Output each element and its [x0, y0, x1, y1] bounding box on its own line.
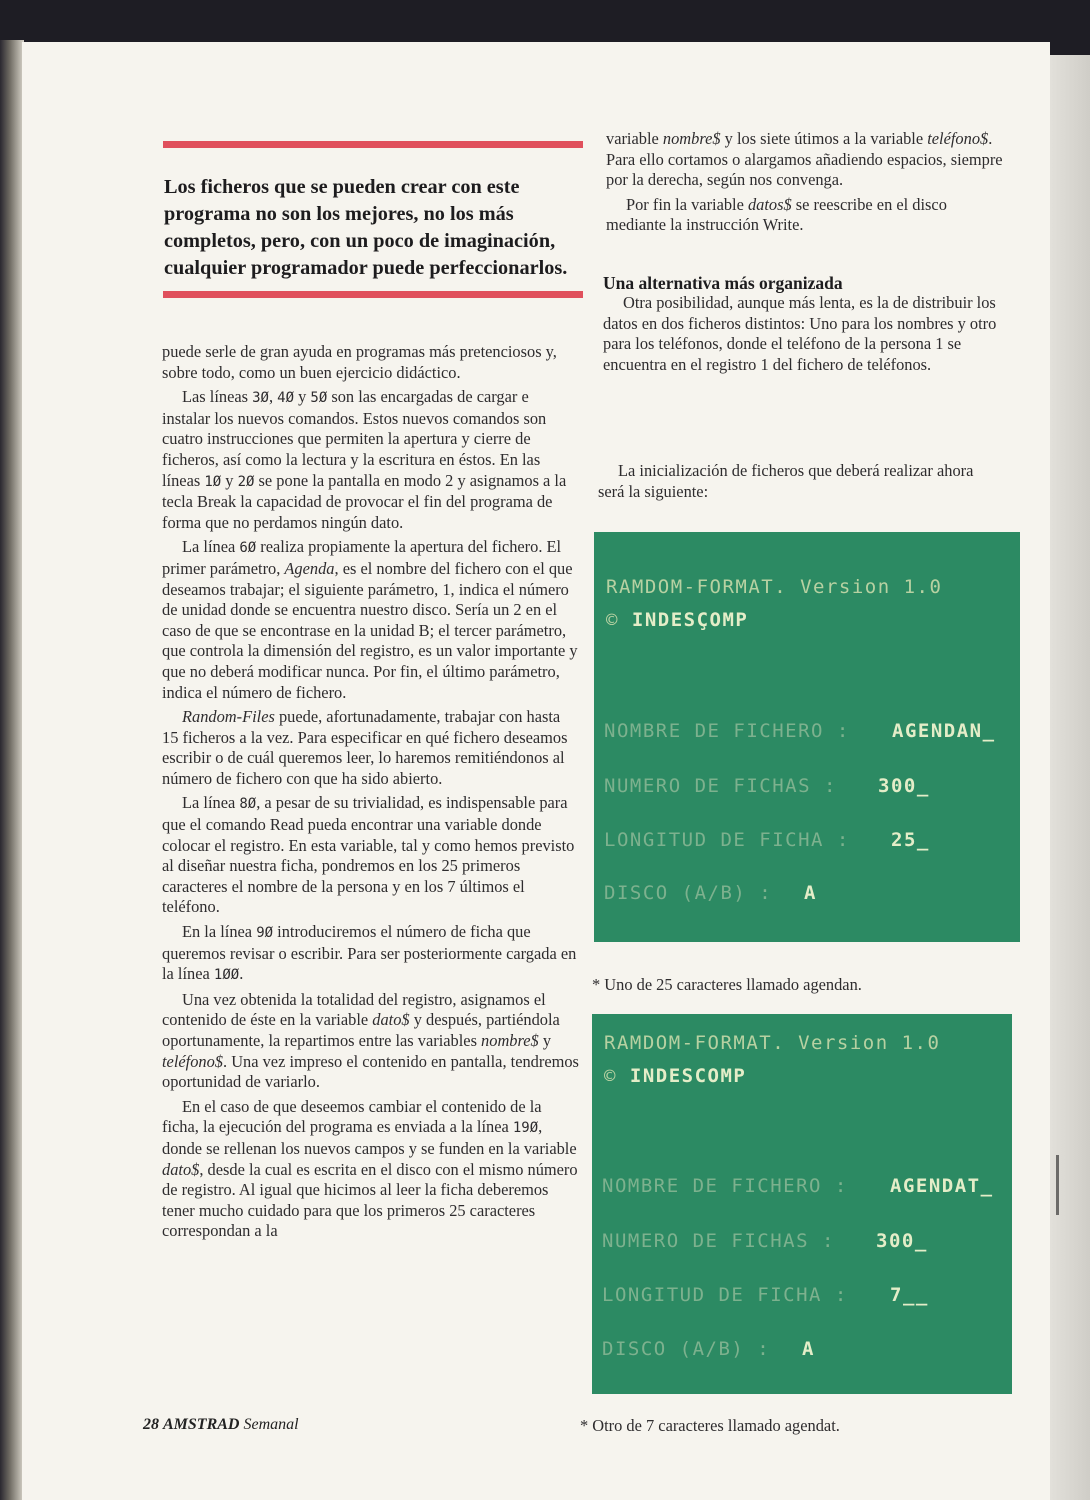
field-value: A — [804, 882, 817, 904]
emphasis: datos$ — [747, 194, 792, 214]
paragraph — [606, 195, 1006, 236]
emphasis: nombre$ — [662, 129, 721, 148]
line-number: 3Ø — [252, 390, 269, 407]
paragraph — [162, 990, 580, 1093]
text: puede, afortunadamente, trabajar con hasta 15 ficheros a la vez. Para especificar en qué fichero deseamos escribir o de cuál queremos leer, lo haremos remitiéndonos al número de fichero con que ha sido abierto. — [162, 707, 568, 788]
text: y después, partiéndola oportunamente, la repartimos entre las variables — [162, 1010, 560, 1050]
field-label: DISCO (A/B) : — [604, 882, 773, 904]
left-column — [162, 342, 580, 1246]
field-value: 7__ — [890, 1284, 929, 1306]
paragraph — [162, 387, 580, 533]
field-label: LONGITUD DE FICHA : — [604, 829, 850, 851]
emphasis: dato$ — [162, 1159, 200, 1179]
pull-quote: Los ficheros que se pueden crear con este programa no son los mejores, no los más completos, pero, con un poco de imaginación, cualquier programador puede perfeccionarlos. — [164, 176, 568, 279]
paragraph — [162, 793, 580, 918]
text: realiza propiamente la apertura del fichero. El primer parámetro, — [162, 537, 562, 578]
field-value: AGENDAT_ — [890, 1175, 994, 1197]
text: puede serle de gran ayuda en programas más pretenciosos y, sobre todo, como un buen ejercicio didáctico. — [162, 342, 557, 382]
emphasis: dato$ — [372, 1010, 410, 1030]
text: . Una vez impreso el contenido en pantalla, tendremos oportunidad de variarlo. — [162, 1051, 579, 1092]
field-value: AGENDAN_ — [892, 720, 996, 742]
paragraph — [162, 707, 580, 789]
text: , — [268, 387, 278, 407]
screenshot-agendan — [594, 532, 1020, 942]
text: introduciremos el número de ficha que queremos revisar o escribir. Para ser posteriormente cargada en la línea — [162, 922, 577, 984]
line-number: 1ØØ — [213, 967, 240, 984]
field-label: NUMERO DE FICHAS : — [602, 1230, 835, 1252]
line-number: 9Ø — [256, 925, 274, 942]
text: Las líneas — [182, 387, 253, 407]
facing-page-edge — [1050, 55, 1090, 1500]
text: . Para ello cortamos o alargamos añadiendo espacios, siempre por la derecha, según nos convenga. — [606, 129, 1003, 190]
paragraph — [162, 922, 580, 986]
copyright-icon: © — [606, 609, 619, 631]
book-spine-edge — [0, 40, 24, 1500]
line-number: 19Ø — [512, 1120, 539, 1137]
field-value: 300_ — [876, 1230, 928, 1252]
text: son las encargadas de cargar e instalar los nuevos comandos. Estos nuevos comandos son cuatro instrucciones que permiten la apertura y cierre de ficheros, así como la lectura y la escritura en éstos. En las líneas — [162, 387, 547, 490]
text: y los siete útimos a la variable — [720, 129, 928, 148]
text: se reescribe en el disco mediante la instrucción Write. — [606, 194, 947, 235]
screen-caption: * Uno de 25 caracteres llamado agendan. — [592, 975, 862, 994]
paragraph — [162, 1097, 580, 1242]
paragraph — [606, 129, 1006, 191]
line-number: 4Ø — [277, 390, 295, 407]
paragraph: La inicialización de ficheros que deberá realizar ahora será la siguiente: — [598, 461, 974, 501]
line-number: 1Ø — [204, 473, 222, 490]
right-column-section — [603, 273, 1005, 379]
field-label: DISCO (A/B) : — [602, 1338, 771, 1360]
text: En el caso de que deseemos cambiar el contenido de la ficha, la ejecución del programa es enviada a la línea — [162, 1096, 542, 1137]
text: Una vez obtenida la totalidad del registro, asignamos el contenido de éste en la variable — [162, 989, 546, 1030]
binding-staple — [1056, 1155, 1059, 1215]
field-label: NUMERO DE FICHAS : — [604, 775, 837, 797]
text: , es el nombre del fichero con el que deseamos trabajar; el siguiente parámetro, 1, indica el número de unidad donde se encuentra nuestro disco. Sería un 2 en el caso de que se encontrase en la unidad B; el tercer parámetro, que controla la dimensión del registro, es un valor importante y que no deberá modificar nunca. Por fin, el último parámetro, indica el número de fichero. — [162, 558, 578, 702]
paragraph: Otra posibilidad, aunque más lenta, es la de distribuir los datos en dos ficheros distintos: Uno para los nombres y otro para los teléfonos, donde el teléfono de la persona 1 se encuentra en el registro 1 del fichero de teléfonos. — [603, 293, 997, 374]
screen-title: RAMDOM-FORMAT. Version 1.0 — [604, 1032, 941, 1054]
page-number: 28 — [143, 1416, 159, 1433]
field-value: 25_ — [891, 829, 930, 851]
text: La línea — [182, 793, 240, 813]
page-footer — [143, 1416, 299, 1434]
line-number: 5Ø — [310, 390, 328, 407]
emphasis: teléfono$ — [162, 1051, 223, 1071]
company-name: INDESCOMP — [629, 1065, 747, 1087]
text: , donde se rellenan los nuevos campos y se funden en la variable — [162, 1117, 577, 1158]
text: y — [294, 387, 311, 407]
emphasis: Random-Files — [182, 707, 275, 727]
line-number: 2Ø — [237, 473, 255, 490]
section-heading: Una alternativa más organizada — [603, 273, 843, 293]
text: y — [538, 1031, 552, 1050]
field-label: LONGITUD DE FICHA : — [602, 1284, 848, 1306]
text: . — [239, 964, 244, 984]
right-column-top — [606, 129, 1006, 240]
pull-quote-bottom-rule — [163, 291, 583, 298]
text: y — [221, 470, 238, 490]
emphasis: teléfono$ — [927, 129, 989, 148]
text: , desde la cual es escrita en el disco con el mismo número de registro. Al igual que hicimos al leer la ficha deberemos tener mucho cuidado para que los primeros 25 caracteres correspondan a la — [162, 1159, 578, 1241]
screenshot-agendat — [592, 1014, 1012, 1394]
paragraph — [162, 342, 580, 383]
magazine-name: AMSTRAD — [163, 1416, 240, 1433]
right-column-intro — [598, 461, 998, 506]
pull-quote-top-rule — [163, 141, 583, 148]
text: , a pesar de su trivialidad, es indispensable para que el comando Read pueda encontrar una variable donde colocar el registro. En esta variable, tal y como hemos previsto al diseñar nuestra ficha, pondremos en los 25 primeros caracteres el nombre de la persona y en los 7 últimos el teléfono. — [162, 793, 575, 917]
emphasis: Agenda — [284, 558, 335, 578]
line-number: 6Ø — [239, 540, 257, 557]
magazine-subtitle: Semanal — [243, 1416, 299, 1433]
screen-copyright — [604, 1065, 746, 1087]
screen-title: RAMDOM-FORMAT. Version 1.0 — [606, 576, 943, 598]
text: variable — [606, 129, 663, 148]
field-value: A — [802, 1338, 815, 1360]
text: se pone la pantalla en modo 2 y asignamos a la tecla Break la capacidad de provocar el fin del programa de forma que no perdamos ningún dato. — [162, 470, 567, 532]
text: Por fin la variable — [626, 194, 748, 214]
paragraph — [162, 537, 580, 703]
field-value: 300_ — [878, 775, 930, 797]
company-name: INDESÇOMP — [631, 609, 749, 631]
emphasis: nombre$ — [481, 1031, 539, 1050]
copyright-icon: © — [604, 1065, 617, 1087]
line-number: 8Ø — [239, 796, 257, 813]
text: La línea — [182, 537, 240, 557]
text: En la línea — [182, 922, 257, 942]
field-label: NOMBRE DE FICHERO : — [602, 1175, 848, 1197]
screen-caption: * Otro de 7 caracteres llamado agendat. — [580, 1416, 840, 1435]
field-label: NOMBRE DE FICHERO : — [604, 720, 850, 742]
screen-copyright — [606, 609, 748, 631]
